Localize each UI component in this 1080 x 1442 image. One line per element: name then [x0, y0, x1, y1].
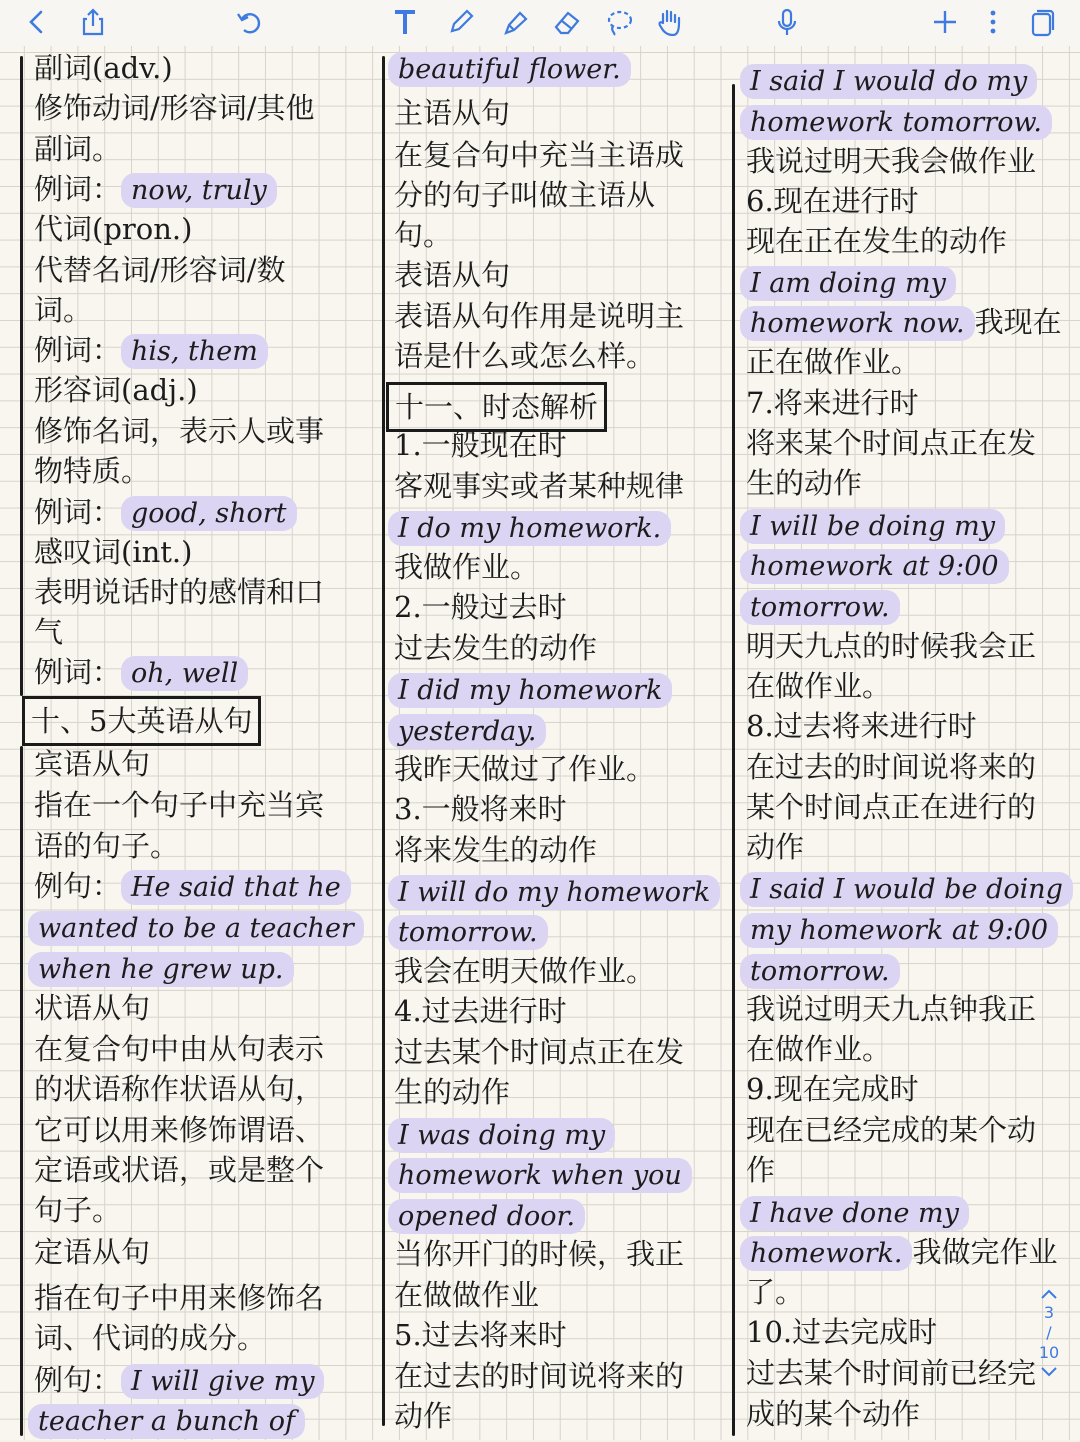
- text-line: 指在一个句子中充当宾: [34, 788, 325, 822]
- text-line: 形容词(adj.): [34, 373, 198, 407]
- microphone-icon[interactable]: [770, 5, 804, 39]
- example-label: 例词：: [34, 172, 122, 206]
- text-line: 某个时间点正在进行的: [746, 790, 1037, 824]
- highlighted-example: I will be doing my: [740, 509, 1005, 544]
- example-line: [34, 492, 297, 532]
- highlighted-example: I did my homework: [388, 673, 672, 708]
- text-line: 在过去的时间说将来的: [746, 750, 1037, 784]
- text-line: 代替名词/形容词/数: [34, 253, 286, 287]
- highlighted-example: his, them: [121, 334, 268, 369]
- example-line: [34, 1360, 324, 1400]
- example-line: [740, 586, 900, 626]
- example-line: [388, 507, 671, 547]
- note-page[interactable]: [0, 46, 1080, 1440]
- text-line: 正在做作业。: [746, 345, 921, 379]
- text-line: 3.一般将来时: [394, 792, 567, 826]
- example-line: [388, 710, 546, 750]
- column-1-rule-top: [20, 56, 23, 696]
- highlighted-example: I said I would be doing: [740, 872, 1073, 907]
- text-line: 6.现在进行时: [746, 184, 919, 218]
- highlighted-example: when he grew up.: [28, 952, 294, 987]
- highlighted-example: homework now.: [740, 306, 975, 341]
- example-line: [388, 1154, 692, 1194]
- text-line: 句子。: [34, 1193, 122, 1227]
- highlighted-example: homework tomorrow.: [740, 105, 1052, 140]
- highlighted-example: I will do my homework: [388, 875, 720, 910]
- example-line: [388, 48, 631, 88]
- highlighted-example: I have done my: [740, 1196, 969, 1231]
- highlighted-example: my homework at 9:00: [740, 913, 1058, 948]
- text-line: 状语从句: [34, 991, 151, 1025]
- highlighted-example: now, truly: [121, 173, 277, 208]
- text-line: 指在句子中用来修饰名: [34, 1281, 325, 1315]
- text-line: 我会在明天做作业。: [394, 954, 656, 988]
- highlighted-example: yesterday.: [388, 714, 546, 749]
- text-line: 副词。: [34, 132, 122, 166]
- example-label: 例词：: [34, 655, 122, 689]
- page-separator: /: [1046, 1323, 1052, 1342]
- text-line: 表语从句: [394, 258, 511, 292]
- example-line: [34, 330, 268, 370]
- highlighted-example: tomorrow.: [740, 954, 900, 989]
- highlighted-example: tomorrow.: [740, 590, 900, 625]
- example-line: [34, 652, 248, 692]
- text-line: 生的动作: [746, 466, 863, 500]
- text-line: 将来某个时间点正在发: [746, 426, 1037, 460]
- example-line: [740, 302, 1062, 342]
- column-3-rule: [732, 84, 735, 1436]
- text-line: 修饰名词，表示人或事: [34, 414, 325, 448]
- total-pages: 10: [1038, 1343, 1060, 1362]
- text-line: 8.过去将来进行时: [746, 709, 977, 743]
- text-line: 在复合句中由从句表示: [34, 1032, 325, 1066]
- text-line: 2.一般过去时: [394, 590, 567, 624]
- page-up-chevron-icon[interactable]: [1034, 1286, 1064, 1302]
- highlighted-example: tomorrow.: [388, 915, 548, 950]
- text-line: 我昨天做过了作业。: [394, 752, 656, 786]
- translation-text: 我做完作业: [912, 1235, 1058, 1269]
- text-line: 在做作业。: [746, 1032, 892, 1066]
- text-line: 成的某个动作: [746, 1397, 921, 1431]
- text-line: 我说过明天九点钟我正: [746, 992, 1037, 1026]
- example-line: [388, 911, 548, 951]
- example-line: [740, 950, 900, 990]
- text-line: 表语从句作用是说明主: [394, 299, 685, 333]
- text-line: 修饰动词/形容词/其他: [34, 91, 315, 125]
- highlighter-icon[interactable]: [498, 5, 532, 39]
- text-line: 客观事实或者某种规律: [394, 469, 685, 503]
- section-heading-box: 十、5大英语从句: [22, 696, 261, 746]
- text-line: 分的句子叫做主语从: [394, 178, 656, 212]
- highlighted-example: oh, well: [121, 656, 248, 691]
- text-line: 我做作业。: [394, 550, 540, 584]
- text-line: 动作: [394, 1399, 453, 1433]
- highlighted-example: good, short: [121, 496, 297, 531]
- example-label: 例句：: [34, 1363, 122, 1397]
- toolbar: [0, 0, 1080, 47]
- more-icon[interactable]: [976, 5, 1010, 39]
- text-line: 词、代词的成分。: [34, 1321, 267, 1355]
- example-line: [740, 545, 1009, 585]
- hand-tool-icon[interactable]: [652, 5, 686, 39]
- add-icon[interactable]: [928, 5, 962, 39]
- example-line: [34, 866, 351, 906]
- text-line: 明天九点的时候我会正: [746, 629, 1037, 663]
- back-chevron-icon[interactable]: [20, 5, 54, 39]
- example-line: [740, 60, 1037, 100]
- text-line: 主语从句: [394, 96, 511, 130]
- text-line: 宾语从句: [34, 747, 151, 781]
- text-line: 在复合句中充当主语成: [394, 138, 685, 172]
- highlighted-example: I will give my: [121, 1364, 324, 1399]
- text-line: 将来发生的动作: [394, 833, 598, 867]
- highlighted-example: wanted to be a teacher: [28, 911, 364, 946]
- text-line: 作: [746, 1153, 776, 1187]
- pen-icon[interactable]: [444, 5, 478, 39]
- text-line: 物特质。: [34, 454, 151, 488]
- example-line: [740, 1192, 969, 1232]
- current-page: 3: [1043, 1303, 1055, 1322]
- highlighted-example: homework at 9:00: [740, 549, 1009, 584]
- example-line: [388, 1195, 585, 1235]
- share-icon[interactable]: [76, 5, 110, 39]
- example-line: [740, 262, 956, 302]
- highlighted-example: I am doing my: [740, 266, 956, 301]
- text-line: 感叹词(int.): [34, 535, 193, 569]
- undo-icon[interactable]: [232, 5, 266, 39]
- example-label: 例句：: [34, 869, 122, 903]
- column-2-rule: [382, 56, 385, 1426]
- text-line: 了。: [746, 1275, 805, 1309]
- text-line: 我说过明天我会做作业: [746, 144, 1037, 178]
- text-line: 语的句子。: [34, 829, 180, 863]
- highlighted-example: He said that he: [121, 870, 351, 905]
- text-line: 1.一般现在时: [394, 428, 567, 462]
- section-heading: [22, 696, 261, 742]
- highlighted-example: I do my homework.: [388, 511, 671, 546]
- section-heading: [386, 382, 607, 428]
- text-line: 句。: [394, 218, 453, 252]
- example-line: [740, 868, 1073, 908]
- highlighted-example: opened door.: [388, 1199, 585, 1234]
- text-line: 气: [34, 615, 64, 649]
- highlighted-example: homework when you: [388, 1158, 692, 1193]
- translation-text: 我现在: [974, 305, 1062, 339]
- text-line: 定语或状语，或是整个: [34, 1153, 325, 1187]
- text-line: 10.过去完成时: [746, 1315, 938, 1349]
- highlighted-example: homework.: [740, 1236, 912, 1271]
- text-line: 4.过去进行时: [394, 994, 567, 1028]
- highlighted-example: I said I would do my: [740, 64, 1037, 99]
- text-line: 5.过去将来时: [394, 1318, 567, 1352]
- text-line: 当你开门的时候，我正: [394, 1237, 685, 1271]
- eraser-icon[interactable]: [550, 5, 584, 39]
- example-line: [388, 871, 720, 911]
- text-line: 它可以用来修饰谓语、: [34, 1113, 325, 1147]
- text-line: 过去某个时间点正在发: [394, 1035, 685, 1069]
- text-line: 表明说话时的感情和口: [34, 575, 325, 609]
- example-line: [388, 1114, 615, 1154]
- text-line: 9.现在完成时: [746, 1072, 919, 1106]
- text-line: 副词(adv.): [34, 51, 173, 85]
- highlighted-example: beautiful flower.: [388, 52, 631, 87]
- text-line: 在做做作业: [394, 1278, 540, 1312]
- text-line: 过去某个时间前已经完: [746, 1356, 1037, 1390]
- section-heading-box: 十一、时态解析: [386, 382, 607, 432]
- lasso-icon[interactable]: [602, 5, 636, 39]
- page-down-chevron-icon[interactable]: [1034, 1364, 1064, 1380]
- example-line: [34, 169, 277, 209]
- example-line: [740, 505, 1005, 545]
- text-line: 在过去的时间说将来的: [394, 1359, 685, 1393]
- text-line: 现在正在发生的动作: [746, 224, 1008, 258]
- text-line: 过去发生的动作: [394, 631, 598, 665]
- example-label: 例词：: [34, 495, 122, 529]
- text-line: 在做作业。: [746, 669, 892, 703]
- column-1-rule-bottom: [20, 746, 23, 1436]
- text-line: 词。: [34, 293, 93, 327]
- example-line: [28, 1400, 305, 1440]
- highlighted-example: I was doing my: [388, 1118, 615, 1153]
- example-line: [740, 101, 1052, 141]
- example-line: [740, 1232, 1057, 1272]
- text-line: 现在已经完成的某个动: [746, 1113, 1037, 1147]
- example-line: [388, 669, 672, 709]
- example-line: [28, 948, 294, 988]
- page-indicator[interactable]: [1034, 1286, 1064, 1386]
- text-line: 定语从句: [34, 1235, 151, 1269]
- text-tool-icon[interactable]: [388, 5, 422, 39]
- highlighted-example: teacher a bunch of: [28, 1404, 305, 1439]
- text-line: 7.将来进行时: [746, 386, 919, 420]
- text-line: 代词(pron.): [34, 212, 193, 246]
- pages-icon[interactable]: [1026, 5, 1060, 39]
- example-line: [740, 909, 1058, 949]
- text-line: 语是什么或怎么样。: [394, 339, 656, 373]
- example-line: [28, 907, 364, 947]
- text-line: 动作: [746, 830, 805, 864]
- example-label: 例词：: [34, 333, 122, 367]
- text-line: 的状语称作状语从句，: [34, 1072, 325, 1106]
- text-line: 生的动作: [394, 1075, 511, 1109]
